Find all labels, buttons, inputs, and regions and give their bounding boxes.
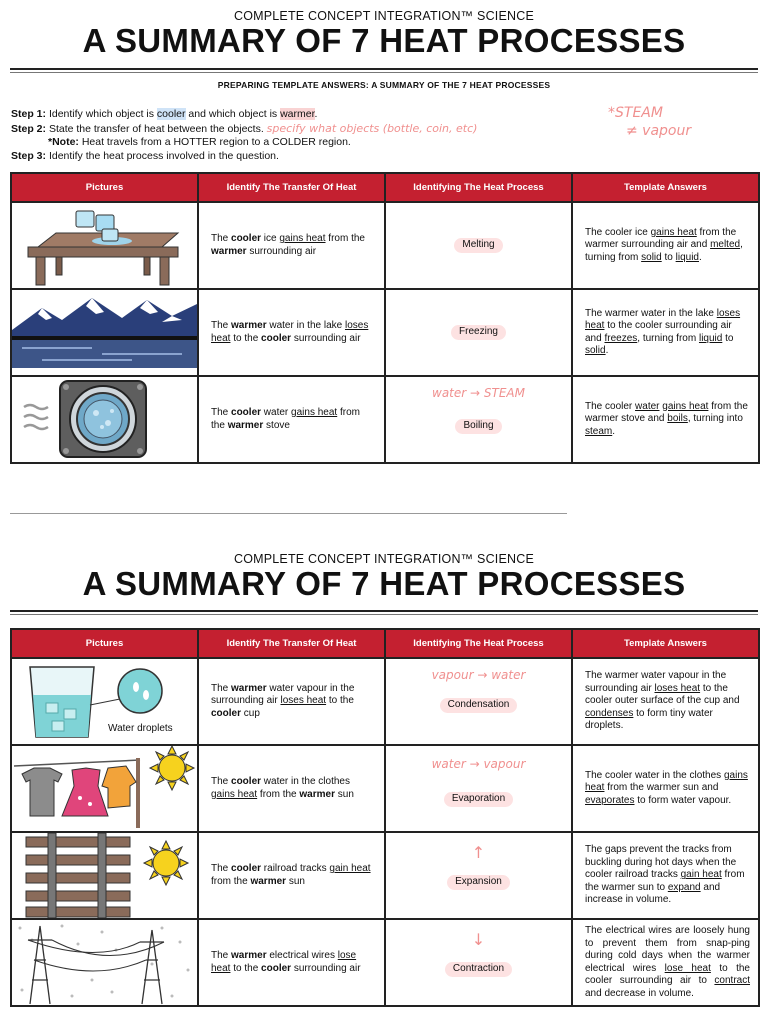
water-droplets-label: Water droplets: [108, 723, 173, 734]
divider: [10, 614, 758, 615]
transfer-text: The warmer water vapour in the surrounding air loses heat to the cooler cup: [198, 658, 385, 745]
process-cell: [385, 832, 572, 919]
picture-cold-cup: [11, 658, 198, 745]
col-header-transfer: Identify The Transfer Of Heat: [198, 173, 385, 202]
picture-frozen-lake: [11, 289, 198, 376]
transfer-text: The warmer electrical wires lose heat to the cooler surrounding air: [198, 919, 385, 1006]
process-label: Expansion: [447, 875, 510, 890]
table-row: [11, 919, 759, 1006]
process-label: Evaporation: [444, 792, 513, 807]
table-row: [11, 376, 759, 463]
picture-railroad-sun: [11, 832, 198, 919]
col-header-pictures: Pictures: [11, 629, 198, 658]
transfer-text: The cooler ice gains heat from the warmer surrounding air: [198, 202, 385, 289]
page1-title: A SUMMARY OF 7 HEAT PROCESSES: [82, 22, 686, 59]
process-cell: [385, 919, 572, 1006]
step-2: Step 2: State the transfer of heat between the objects. specify what objects (bottle, coin, etc): [11, 121, 478, 135]
divider: [10, 72, 758, 73]
preparing-heading: PREPARING TEMPLATE ANSWERS: A SUMMARY OF THE 7 HEAT PROCESSES: [217, 80, 551, 90]
handwritten-note: specify what objects (bottle, coin, etc): [266, 121, 478, 135]
transfer-text: The warmer water in the lake loses heat to the cooler surrounding air: [198, 289, 385, 376]
answer-text: The cooler water gains heat from the warmer stove and boils, turning into steam.: [572, 376, 759, 463]
picture-boiling-pot: [11, 376, 198, 463]
transfer-text: The cooler railroad tracks gain heat from the warmer sun: [198, 832, 385, 919]
process-label: Melting: [454, 238, 502, 253]
handwritten-annotation: water → STEAM: [432, 386, 525, 400]
col-header-transfer: Identify The Transfer Of Heat: [198, 629, 385, 658]
answer-text: The gaps prevent the tracks from buckling during hot days when the cooler railroad tracks gain heat from the warmer sun to expand and increase in volume.: [572, 832, 759, 919]
down-arrow-icon: ↓: [471, 930, 486, 949]
transfer-text: The cooler water in the clothes gains heat from the warmer sun: [198, 745, 385, 832]
col-header-process: Identifying The Heat Process: [385, 173, 572, 202]
answer-text: The warmer water vapour in the surrounding air loses heat to the cooler outer surface of the cup and condenses to form tiny water droplets.: [572, 658, 759, 745]
table-header-row: [11, 629, 759, 658]
handwritten-corner-note: *STEAM ≠ vapour: [608, 105, 692, 139]
table-row: [11, 289, 759, 376]
transfer-text: The cooler water gains heat from the warmer stove: [198, 376, 385, 463]
process-label: Contraction: [445, 962, 512, 977]
table-row: [11, 832, 759, 919]
col-header-answers: Template Answers: [572, 629, 759, 658]
process-label: Boiling: [455, 419, 501, 434]
picture-power-lines-snow: [11, 919, 198, 1006]
process-label: Freezing: [451, 325, 506, 340]
answer-text: The cooler ice gains heat from the warmer surrounding air and melted, turning from solid to liquid.: [572, 202, 759, 289]
picture-ice-on-table: [11, 202, 198, 289]
process-label: Condensation: [440, 698, 518, 713]
col-header-pictures: Pictures: [11, 173, 198, 202]
page1-subtitle: COMPLETE CONCEPT INTEGRATION™ SCIENCE: [233, 9, 535, 23]
step-3: Step 3: Identify the heat process involved in the question.: [11, 149, 279, 162]
picture-clothes-line-sun: [11, 745, 198, 832]
process-cell: [385, 658, 572, 745]
up-arrow-icon: ↑: [471, 843, 486, 862]
process-cell: [385, 289, 572, 376]
table-row: [11, 202, 759, 289]
handwritten-annotation: vapour → water: [431, 668, 526, 682]
divider: [10, 610, 758, 612]
col-header-process: Identifying The Heat Process: [385, 629, 572, 658]
table-row: [11, 658, 759, 745]
answer-text: The electrical wires are loosely hung to prevent them from snap-ping during cold days when the warmer electrical wires lose heat to the cooler surrounding air to contract and decrease in volume.: [572, 919, 759, 1006]
steps-block: [11, 108, 477, 163]
heat-process-table-2: [10, 628, 760, 1007]
step-1: Step 1: Identify which object is cooler and which object is warmer.: [11, 108, 318, 120]
handwritten-annotation: water → vapour: [431, 757, 526, 771]
page2-subtitle: COMPLETE CONCEPT INTEGRATION™ SCIENCE: [233, 552, 535, 566]
page-separator: [10, 513, 567, 514]
answer-text: The cooler water in the clothes gains heat from the warmer sun and evaporates to form water vapour.: [572, 745, 759, 832]
page2-title: A SUMMARY OF 7 HEAT PROCESSES: [82, 565, 686, 602]
heat-process-table-1: [10, 172, 760, 464]
divider: [10, 68, 758, 70]
process-cell: [385, 202, 572, 289]
note: *Note: Heat travels from a HOTTER region to a COLDER region.: [48, 136, 351, 148]
col-header-answers: Template Answers: [572, 173, 759, 202]
process-cell: [385, 376, 572, 463]
process-cell: [385, 745, 572, 832]
answer-text: The warmer water in the lake loses heat to the cooler surrounding air and freezes, turning from liquid to solid.: [572, 289, 759, 376]
table-header-row: [11, 173, 759, 202]
table-row: [11, 745, 759, 832]
